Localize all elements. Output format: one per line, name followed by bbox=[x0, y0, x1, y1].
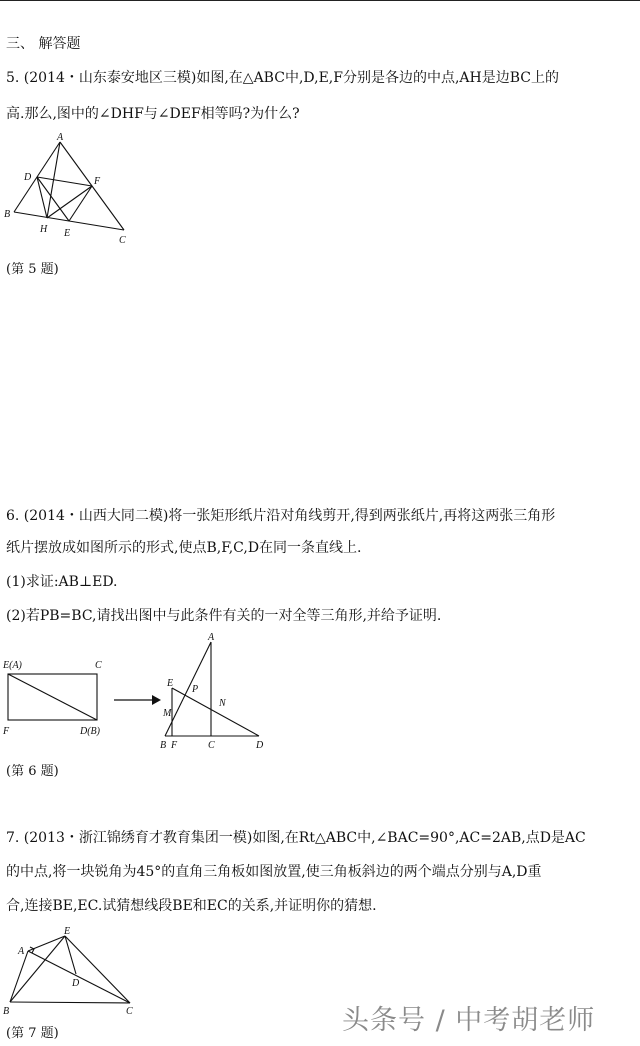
q6-left-label-C: C bbox=[95, 660, 102, 671]
q6-text-line2: 纸片摆放成如图所示的形式,使点B,F,C,D在同一条直线上. bbox=[6, 540, 362, 556]
q6-right-label-P: P bbox=[192, 684, 199, 695]
q7-text-line1: 7. (2013・浙江锦绣育才教育集团一模)如图,在Rt△ABC中,∠BAC=90°,AC=2AB,点D是AC bbox=[6, 830, 586, 846]
q5-caption: (第 5 题) bbox=[6, 262, 59, 277]
q7-label-E: E bbox=[64, 926, 71, 937]
q7-figure bbox=[0, 924, 145, 1019]
q5-label-E: E bbox=[64, 228, 71, 239]
q5-text-line2: 高.那么,图中的∠DHF与∠DEF相等吗?为什么? bbox=[6, 106, 300, 122]
q6-right-label-M: M bbox=[163, 708, 172, 719]
q7-label-A: A bbox=[18, 946, 25, 957]
q5-label-C: C bbox=[119, 235, 126, 246]
q6-left-label-EA: E(A) bbox=[3, 660, 22, 671]
q6-right-label-F: F bbox=[171, 740, 178, 751]
q6-caption: (第 6 题) bbox=[6, 764, 59, 779]
q5-figure bbox=[0, 130, 140, 250]
q5-label-B: B bbox=[4, 209, 11, 220]
q5-label-H: H bbox=[40, 224, 48, 235]
q7-text-line3: 合,连接BE,EC.试猜想线段BE和EC的关系,并证明你的猜想. bbox=[6, 898, 377, 914]
q7-text-line2: 的中点,将一块锐角为45°的直角三角板如图放置,使三角板斜边的两个端点分别与A,D重 bbox=[6, 864, 542, 880]
q5-label-D: D bbox=[24, 172, 32, 183]
q6-part2: (2)若PB=BC,请找出图中与此条件有关的一对全等三角形,并给予证明. bbox=[6, 608, 442, 624]
q6-left-label-DB: D(B) bbox=[80, 726, 100, 737]
watermark: 头条号 / 中考胡老师 bbox=[342, 1005, 596, 1036]
q6-figure-triangles bbox=[155, 630, 275, 755]
q7-label-C: C bbox=[126, 1006, 133, 1017]
q6-right-label-A: A bbox=[208, 632, 215, 643]
q5-label-A: A bbox=[57, 132, 64, 143]
q6-part1: (1)求证:AB⊥ED. bbox=[6, 574, 118, 590]
q6-right-label-N: N bbox=[219, 698, 226, 709]
top-rule bbox=[0, 0, 640, 1]
q7-label-B: B bbox=[3, 1006, 10, 1017]
q6-figure-rectangle bbox=[0, 650, 120, 745]
q7-caption: (第 7 题) bbox=[6, 1026, 59, 1041]
q6-text-line1: 6. (2014・山西大同二模)将一张矩形纸片沿对角线剪开,得到两张纸片,再将这两张三角形 bbox=[6, 508, 556, 524]
q6-right-label-B: B bbox=[160, 740, 167, 751]
q6-left-label-F: F bbox=[3, 726, 10, 737]
section-title: 三、 解答题 bbox=[6, 36, 81, 52]
q6-right-label-E: E bbox=[167, 678, 174, 689]
q7-label-D: D bbox=[72, 978, 80, 989]
q6-right-label-C: C bbox=[208, 740, 215, 751]
q5-text-line1: 5. (2014・山东泰安地区三模)如图,在△ABC中,D,E,F分别是各边的中点,AH是边BC上的 bbox=[6, 70, 559, 86]
q5-label-F: F bbox=[94, 176, 101, 187]
q6-right-label-D: D bbox=[256, 740, 264, 751]
